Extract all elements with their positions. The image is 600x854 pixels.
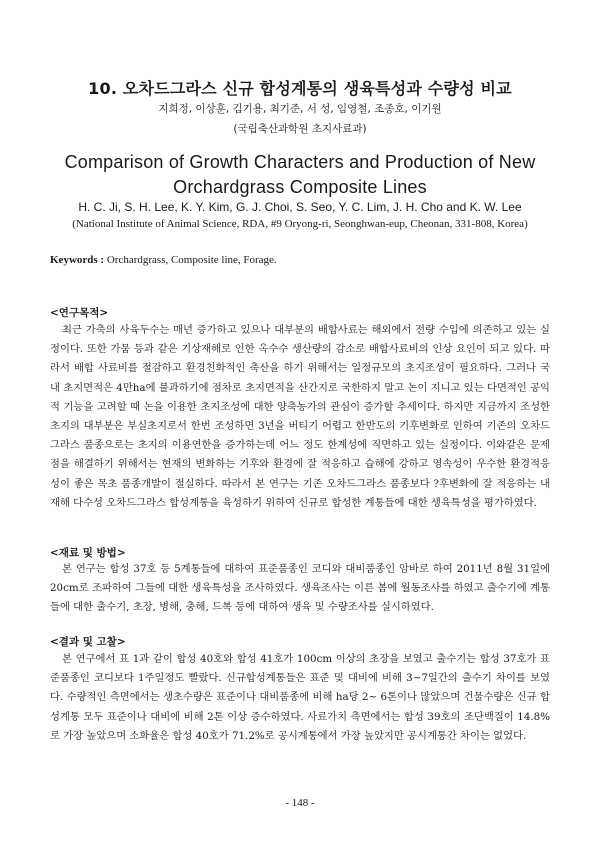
korean-authors: 지희정, 이상훈, 김기용, 최기준, 서 성, 임영철, 조종호, 이기원 (158, 103, 442, 115)
methods-text: 본 연구는 합성 37호 등 5계통들에 대하여 표준품종인 코디와 대비품종인 암바로 하여 2011년 8월 31일에 20cm로 조파하여 그들에 대한 생육특성을 조사하였다. 생육조사는 이른 봄에 월동조사를 하였고 출수기에 계통들에 대한 출수기, 초장, 병해, 충해, 드복 등에 대하여 생육 및 수량조사를 실시하였다. (50, 563, 550, 614)
english-authors: H. C. Ji, S. H. Lee, K. Y. Kim, G. J. Choi, S. Seo, Y. C. Lim, J. H. Cho and K. W. Lee (78, 200, 522, 214)
keywords-line (50, 254, 277, 266)
methods-body (50, 560, 550, 618)
page-number: - 148 - (285, 797, 315, 809)
results-body (50, 650, 550, 746)
korean-title: 10. 오차드그라스 신규 합성계통의 생육특성과 수량성 비교 (88, 79, 512, 98)
korean-affiliation: (국립축산과학원 초지사료과) (233, 123, 367, 135)
results-heading: <결과 및 고찰> (50, 636, 126, 648)
english-affiliation: (National Institute of Animal Science, RDA, #9 Oryong-ri, Seonghwan-eup, Cheonan, 331-808, Korea) (72, 218, 528, 230)
english-title: Comparison of Growth Characters and Production of New Orchardgrass Composite Lines (64, 152, 536, 197)
objective-body (50, 321, 550, 513)
results-text: 본 연구에서 표 1과 같이 합성 40호와 합성 41호가 100cm 이상의 초장을 보였고 출수기는 합성 37호가 표준품종인 코디보다 1주일정도 빨랐다. 신규합성계통들은 표준 및 대비에 비해 3~7일간의 출수기 차이를 보였다. 수량적인 측면에서는 생초수량은 표준이나 대비품종에 비해 ha당 2~ 6톤이나 많았으며 건물수량은 신규 합성계통 모두 표준이나 대비에 비해 2톤 이상 증수하였다. 사료가치 측면에서는 합성 39호의 조단백질이 14.8%로 가장 높았으며 소화율은 합성 40호가 71.2%로 공시계통에서 가장 높았지만 공시계통간 차이는 없었다. (50, 653, 550, 742)
objective-text: 최근 가축의 사육두수는 매년 증가하고 있으나 대부분의 배합사료는 해외에서 전량 수입에 의존하고 있는 실정이다. 또한 가뭄 등과 같은 기상재해로 인한 옥수수 생산량의 감소로 배합사료비의 인상 요인이 되고 있다. 따라서 배합 사료비를 절감하고 환경친화적인 축산을 하기 위해서는 일정규모의 초지조성이 필요하다. 그러나 국내 초지면적은 4만ha에 불과하기에 점차로 초지면적을 산간지로 국한하지 말고 논이 지니고 있는 다면적인 공익적 기능을 고려할 때 논을 이용한 초지조성에 대한 양축농가의 관심이 증가할 추세이다. 하지만 지금까지 조성한 초지의 대부분은 부실초지로서 한번 조성하면 3년을 버티기 어렵고 한반도의 기후변화로 인하여 기존의 오차드그라스 품종으로는 초지의 이용연한을 증가하는데 어느 정도 한계성에 직면하고 있는 실정이다. 이와같은 문제점을 해결하기 위해서는 현재의 변화하는 기후와 환경에 잘 적응하고 습해에 강하고 영속성이 우수한 환경적응성이 좋은 목초 품종개발이 절실하다. 따라서 본 연구는 기존 오차드그라스 품종보다 ?후변화에 잘 적응하는 내재해 다수성 오차드그라스 합성계통을 육성하기 위하여 신규로 합성한 계통들에 대한 생육특성을 평가하였다. (50, 324, 550, 509)
keywords-label: Keywords : (50, 254, 105, 266)
methods-heading: <재료 및 방법> (50, 547, 126, 559)
keywords-value: Orchardgrass, Composite line, Forage. (106, 254, 277, 266)
objective-heading: <연구목적> (50, 307, 109, 319)
